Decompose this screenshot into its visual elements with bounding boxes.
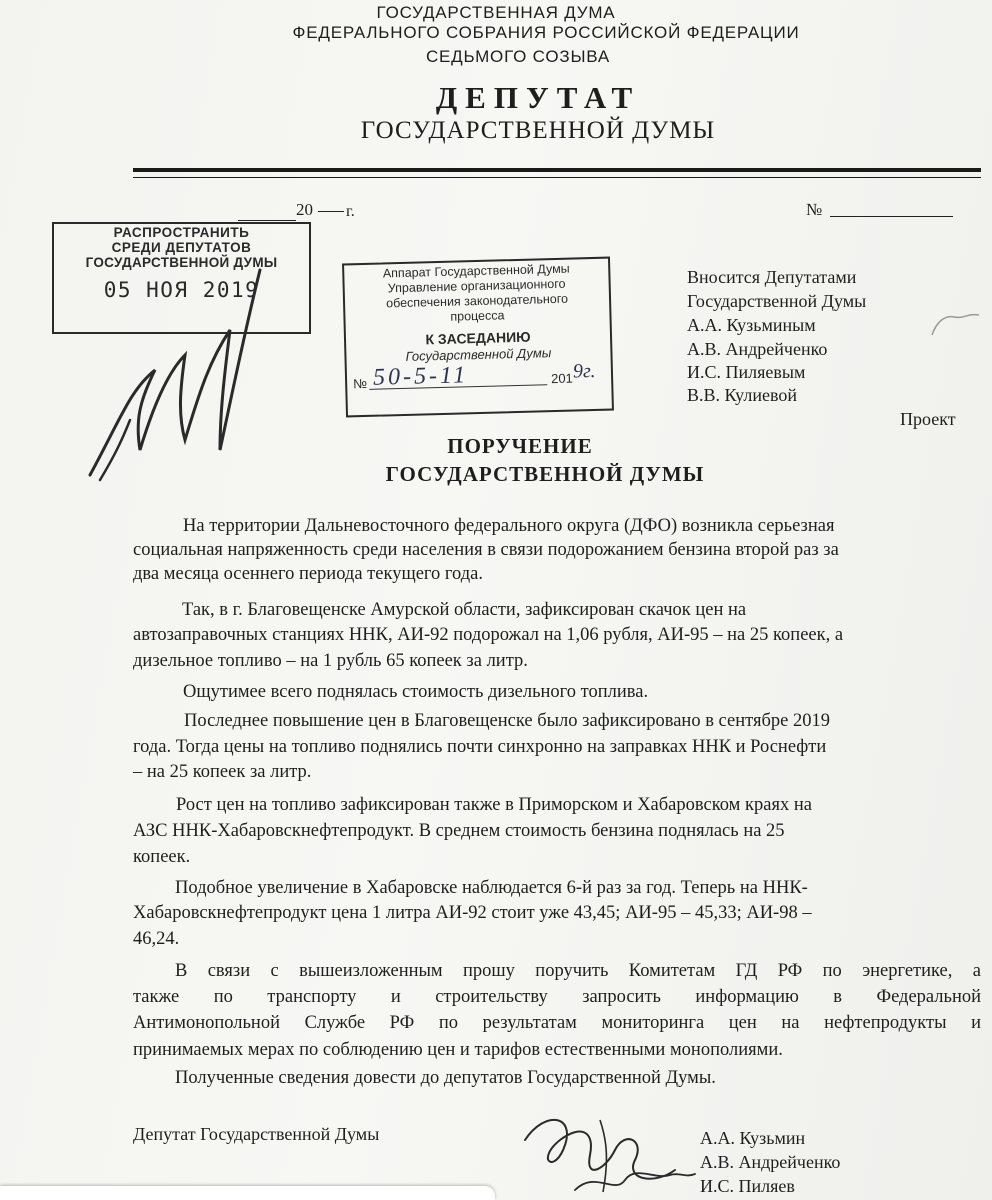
overlay-bar [0,1186,495,1200]
body-line: Антимонопольной Службе РФ по результатам мониторинга цен на нефтепродукты и [133,1013,981,1033]
body-line: На территории Дальневосточного федерального округа (ДФО) возникла серьезная [183,516,835,536]
submitted-by-name: В.В. Кулиевой [687,385,797,405]
org-line-1: ГОСУДАРСТВЕННАЯ ДУМА [376,3,616,22]
stamp-apparatus-line1: Аппарат Государственной Думы [382,261,570,281]
stamp-distribute-line3: ГОСУДАРСТВЕННОЙ ДУМЫ [85,255,278,270]
stamp-apparatus-no-value: 50-5-11 [372,362,469,391]
date-blank [238,200,296,221]
body-line: копеек. [133,847,191,867]
body-line: 46,24. [133,929,180,949]
stamp-apparatus-line3: обеспечения законодательного [385,291,569,311]
body-line: принимаемых мерах по соблюдению цен и тарифов естественными монополиями. [133,1040,783,1060]
date-year-blank [318,211,344,212]
submitted-by-name: И.С. Пиляевым [687,362,806,382]
body-line: Хабаровскнефтепродукт цена 1 литра АИ-92 стоит уже 43,45; АИ-95 – 45,33; АИ-98 – [133,903,812,923]
stamp-apparatus-year-hand: 9г. [572,359,596,383]
doc-title-line1: ПОРУЧЕНИЕ [447,434,593,458]
stamp-apparatus-no-label: № [352,375,368,392]
org-line-3: СЕДЬМОГО СОЗЫВА [425,47,611,66]
signature-deputies-icon [505,1100,705,1200]
doc-title-line2: ГОСУДАРСТВЕННОЙ ДУМЫ [385,462,705,486]
signature-name: А.А. Кузьмин [700,1128,806,1148]
page-title: ДЕПУТАТ [435,80,641,115]
number-blank [830,216,953,217]
header-rule-thick [133,168,981,172]
body-line: два месяца осеннего периода текущего года. [133,564,484,584]
stamp-apparatus [342,257,614,418]
stamp-apparatus-line2: Управление организационного [387,276,566,296]
body-line: Подобное увеличение в Хабаровске наблюдается 6-й раз за год. Теперь на ННК- [175,878,808,898]
draft-label: Проект [900,409,956,429]
stamp-distribute-line1: РАСПРОСТРАНИТЬ [113,225,250,240]
org-line-2: ФЕДЕРАЛЬНОГО СОБРАНИЯ РОССИЙСКОЙ ФЕДЕРАЦИИ [292,23,800,42]
body-line: Рост цен на топливо зафиксирован также в Приморском и Хабаровском краях на [176,795,812,815]
body-line: Так, в г. Благовещенске Амурской области, зафиксирован скачок цен на [182,600,747,620]
header-rule-thin [133,177,981,178]
date-year-prefix: 20 [296,200,313,219]
submitted-by-line1: Вносится Депутатами [687,267,857,287]
margin-mark-icon [924,305,984,345]
body-line: Последнее повышение цен в Благовещенске было зафиксировано в сентябре 2019 [184,711,830,731]
body-line: года. Тогда цены на топливо поднялись почти синхронно на заправках ННК и Роснефти [133,737,827,757]
body-line: автозаправочных станциях ННК, АИ-92 подорожал на 1,06 рубля, АИ-95 – на 25 копеек, а [133,625,844,645]
stamp-apparatus-line5: К ЗАСЕДАНИЮ [425,328,531,348]
stamp-distribute-date: 05 НОЯ 2019 [103,278,260,302]
stamp-apparatus-year-prefix: 201 [550,370,574,387]
stamp-apparatus-line6: Государственной Думы [405,345,552,364]
body-line: также по транспорту и строительству запросить информацию в Федеральной [133,987,981,1007]
body-line: Ощутимее всего поднялась стоимость дизельного топлива. [183,682,649,702]
submitted-by-name: А.В. Андрейченко [687,339,828,359]
number-label: № [806,200,823,219]
body-line: Полученные сведения довести до депутатов Государственной Думы. [175,1068,716,1088]
body-line: дизельное топливо – на 1 рубль 65 копеек за литр. [133,651,528,671]
stamp-distribute-line2: СРЕДИ ДЕПУТАТОВ [111,240,252,255]
signature-resolution-icon [60,250,290,490]
body-line: социальная напряженность среди населения в связи подорожанием бензина второй раз за [133,540,839,560]
submitted-by-line2: Государственной Думы [687,291,867,311]
stamp-apparatus-number-row [347,359,612,395]
date-year-suffix: г. [346,203,355,220]
page-subtitle: ГОСУДАРСТВЕННОЙ ДУМЫ [360,117,716,144]
signature-name: И.С. Пиляев [700,1176,795,1196]
signature-label: Депутат Государственной Думы [133,1124,380,1144]
body-line: АЗС ННК-Хабаровскнефтепродукт. В среднем стоимость бензина поднялась на 25 [133,821,785,841]
body-line: В связи с вышеизложенным прошу поручить Комитетам ГД РФ по энергетике, а [175,961,981,981]
signature-name: А.В. Андрейченко [700,1152,841,1172]
stamp-apparatus-line4: процесса [450,308,505,324]
submitted-by-name: А.А. Кузьминым [687,315,816,335]
body-line: – на 25 копеек за литр. [133,762,312,782]
